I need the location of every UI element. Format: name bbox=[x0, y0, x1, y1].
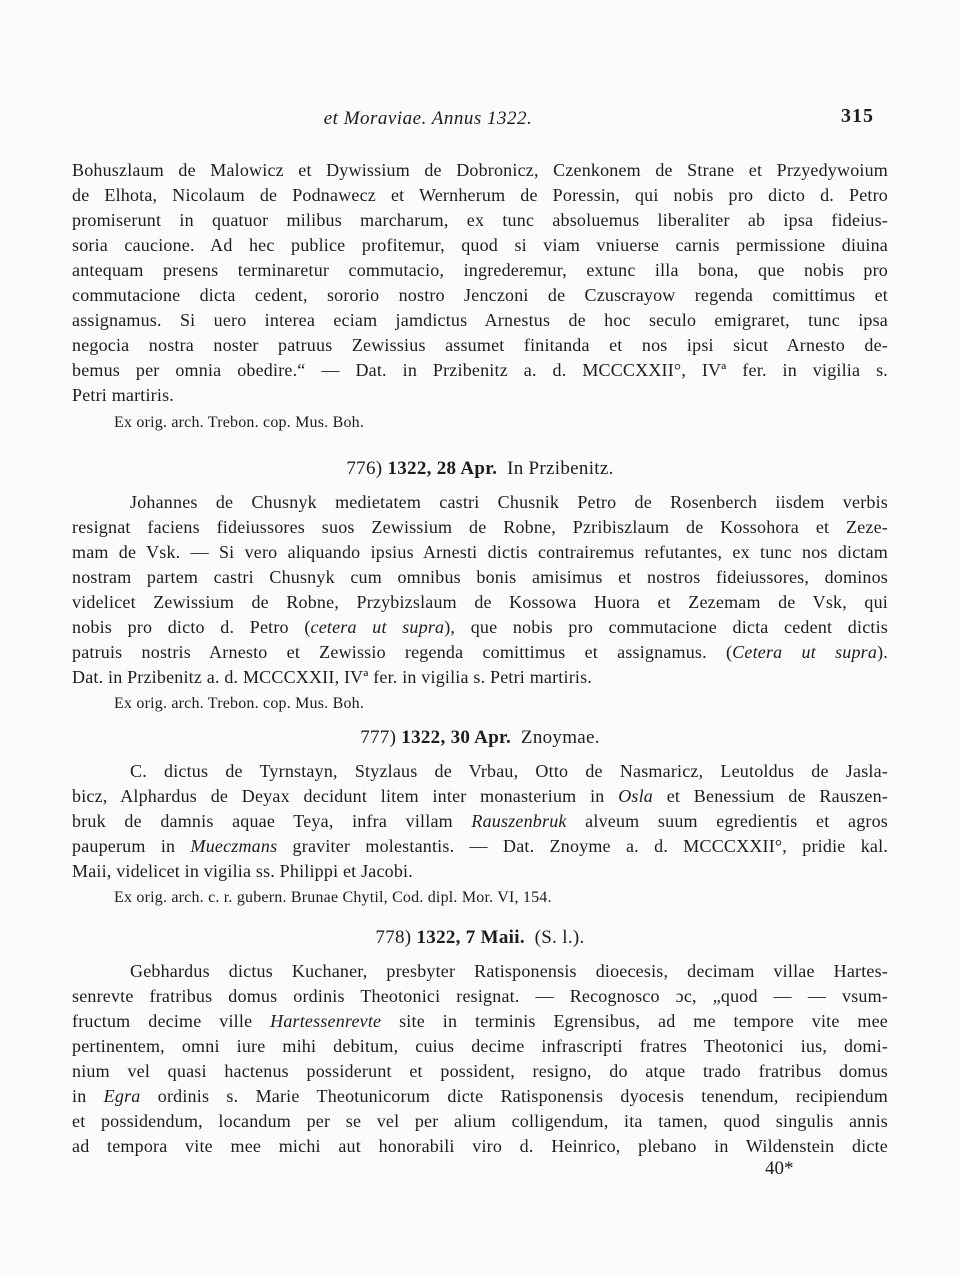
text-segment: cetera ut supra bbox=[310, 617, 445, 637]
text-segment: et Benessium de Rauszen- bbox=[653, 786, 888, 806]
text-segment: patruis nostris Arnesto et Zewissio regenda comittimus et assignamus. ( bbox=[72, 642, 733, 662]
continuation-paragraph bbox=[72, 158, 888, 408]
entry-heading bbox=[72, 725, 888, 750]
text-segment: Mueczmans bbox=[190, 836, 278, 856]
text-line bbox=[72, 158, 888, 183]
text-segment: Osla bbox=[618, 786, 653, 806]
text-segment: bicz, Alphardus de Deyax decidunt litem inter monasterium in bbox=[72, 786, 619, 806]
text-line bbox=[72, 984, 888, 1009]
running-header-title: et Moraviae. Annus 1322. bbox=[323, 108, 533, 129]
text-line bbox=[72, 859, 888, 884]
text-segment: antequam presens terminaretur commutacio, ingrederemur, extunc illa bona, que nobis pro bbox=[72, 260, 888, 280]
source-citation: Ex orig. arch. c. r. gubern. Brunae Chytil, Cod. dipl. Mor. VI, 154. bbox=[114, 889, 552, 906]
entry-paragraph bbox=[72, 759, 888, 884]
text-line bbox=[72, 1034, 888, 1059]
entry-paragraph bbox=[72, 959, 888, 1159]
text-segment: 776) bbox=[346, 458, 388, 479]
text-segment: site in terminis Egrensibus, ad me tempore vite mee bbox=[381, 1011, 888, 1031]
running-header bbox=[72, 106, 888, 131]
text-segment: mam de Vsk. — Si vero aliquando ipsius Arnesti dictis contrairemus refutantes, ex tunc nos dictam bbox=[72, 542, 888, 562]
source-citation: Ex orig. arch. Trebon. cop. Mus. Boh. bbox=[114, 695, 365, 712]
text-line bbox=[72, 383, 888, 408]
text-line bbox=[72, 490, 888, 515]
text-segment: fructum decime ville bbox=[72, 1011, 271, 1031]
text-line bbox=[72, 258, 888, 283]
text-segment: negocia nostra noster patruus Zewissius assumet finitanda et nos ipsi sicut Arnesto de- bbox=[72, 335, 888, 355]
text-segment: alveum suum egredientis et agros bbox=[566, 811, 888, 831]
text-segment: pertinentem, omni iure mihi debitum, cuius decime infrascripti fratres Theotonici ius, domi- bbox=[72, 1036, 888, 1056]
text-segment: de Elhota, Nicolaum de Podnawecz et Wernherum de Poressin, qui nobis pro dicto d. Petro bbox=[72, 185, 888, 205]
text-line bbox=[72, 283, 888, 308]
text-segment: nobis pro dicto d. Petro ( bbox=[72, 617, 311, 637]
text-segment: In Przibenitz. bbox=[497, 458, 614, 479]
text-line bbox=[72, 233, 888, 258]
text-segment: 778) bbox=[375, 927, 417, 948]
text-segment: 1322, 30 Apr. bbox=[401, 727, 512, 748]
text-segment: commutacione dicta cedent, sororio nostro Jenczoni de Czuscrayow regenda comittimus et bbox=[72, 285, 888, 305]
text-segment: ). bbox=[877, 642, 888, 662]
text-segment: Maii, videlicet in vigilia ss. Philippi et Jacobi. bbox=[72, 861, 413, 881]
text-segment: nostram partem castri Chusnyk cum omnibus bonis amisimus et nostros fideiussores, dominos bbox=[72, 567, 888, 587]
text-line bbox=[72, 515, 888, 540]
text-line bbox=[72, 759, 888, 784]
text-segment: Egra bbox=[103, 1086, 141, 1106]
source-citation: Ex orig. arch. Trebon. cop. Mus. Boh. bbox=[114, 414, 365, 431]
text-line bbox=[72, 540, 888, 565]
text-line bbox=[72, 1109, 888, 1134]
text-segment: in bbox=[72, 1086, 104, 1106]
text-line bbox=[72, 1084, 888, 1109]
text-line bbox=[72, 834, 888, 859]
text-line bbox=[72, 208, 888, 233]
text-segment: nium vel quasi hactenus possiderunt et possident, resigno, do atque trado fratribus domus bbox=[72, 1061, 888, 1081]
text-segment: Znoymae. bbox=[511, 727, 600, 748]
text-line bbox=[72, 590, 888, 615]
text-segment: assignamus. Si uero interea eciam jamdictus Arnestus de hoc seculo emigraret, tunc ipsa bbox=[72, 310, 888, 330]
text-segment: bruk de damnis aquae Teya, infra villam bbox=[72, 811, 472, 831]
text-segment: ordinis s. Marie Theotunicorum dicte Ratisponensis dyocesis tenendum, recipiendum bbox=[140, 1086, 888, 1106]
text-line bbox=[72, 183, 888, 208]
text-segment: pauperum in bbox=[72, 836, 191, 856]
text-segment: bemus per omnia obedire.“ — Dat. in Przibenitz a. d. MCCCXXII°, IVª fer. in vigilia s. bbox=[72, 360, 888, 380]
text-segment: 777) bbox=[360, 727, 402, 748]
text-segment: 1322, 7 Maii. bbox=[416, 927, 525, 948]
text-segment: senrevte fratribus domus ordinis Theotonici resignat. — Recognosco ɔc, „quod — — vsum- bbox=[72, 986, 888, 1006]
entry-heading bbox=[72, 456, 888, 481]
text-segment: Petri martiris. bbox=[72, 385, 174, 405]
text-line bbox=[72, 1059, 888, 1084]
text-segment: graviter molestantis. — Dat. Znoyme a. d. MCCCXXII°, pridie kal. bbox=[277, 836, 888, 856]
text-line bbox=[72, 1009, 888, 1034]
text-line bbox=[72, 665, 888, 690]
text-segment: et possidendum, locandum per se vel per alium colligendum, ita tamen, quod singulis annis bbox=[72, 1111, 888, 1131]
text-line bbox=[72, 333, 888, 358]
page-number: 315 bbox=[841, 105, 874, 127]
document-page bbox=[72, 0, 888, 1181]
text-segment: Dat. in Przibenitz a. d. MCCCXXII, IVª fer. in vigilia s. Petri martiris. bbox=[72, 667, 592, 687]
text-line bbox=[72, 809, 888, 834]
text-segment: Hartessenrevte bbox=[270, 1011, 382, 1031]
text-segment: resignat faciens fideiussores suos Zewissium de Robne, Pzribiszlaum de Kossohora et Zeze- bbox=[72, 517, 888, 537]
signature-mark: 40* bbox=[765, 1158, 794, 1179]
text-segment: Rauszenbruk bbox=[471, 811, 567, 831]
text-line bbox=[72, 308, 888, 333]
text-line bbox=[72, 640, 888, 665]
text-line bbox=[72, 784, 888, 809]
entry-778 bbox=[72, 925, 888, 1159]
text-line bbox=[72, 358, 888, 383]
text-segment: (S. l.). bbox=[524, 927, 585, 948]
text-segment: ), que nobis pro commutacione dicta cedent dictis bbox=[444, 617, 888, 637]
text-segment: 1322, 28 Apr. bbox=[387, 458, 498, 479]
text-segment: Bohuszlaum de Malowicz et Dywissium de Dobronicz, Czenkonem de Strane et Przyedywoium bbox=[72, 160, 888, 180]
text-segment: Johannes de Chusnyk medietatem castri Chusnik Petro de Rosenberch iisdem verbis bbox=[130, 492, 888, 512]
text-segment: videlicet Zewissium de Robne, Przybizslaum de Kossowa Huora et Zezemam de Vsk, qui bbox=[72, 592, 888, 612]
text-segment: C. dictus de Tyrnstayn, Styzlaus de Vrbau, Otto de Nasmaricz, Leutoldus de Jasla- bbox=[130, 761, 888, 781]
text-line bbox=[72, 959, 888, 984]
entry-777 bbox=[72, 725, 888, 909]
entry-paragraph bbox=[72, 490, 888, 690]
text-segment: Cetera ut supra bbox=[732, 642, 878, 662]
text-line bbox=[72, 565, 888, 590]
text-segment: soria caucione. Ad hec publice profitemur, quod si viam vniuerse carnis permissione diuina bbox=[72, 235, 888, 255]
text-segment: ad tempora vite mee michi aut honorabili viro d. Heinrico, plebano in Wildenstein dicte bbox=[72, 1136, 888, 1156]
entry-776 bbox=[72, 456, 888, 715]
text-segment: promiserunt in quatuor milibus marcharum, ex tunc absoluemus liberaliter ab ipsa fideius- bbox=[72, 210, 888, 230]
text-segment: Gebhardus dictus Kuchaner, presbyter Ratisponensis dioecesis, decimam villae Hartes- bbox=[130, 961, 888, 981]
entry-heading bbox=[72, 925, 888, 950]
text-line bbox=[72, 615, 888, 640]
